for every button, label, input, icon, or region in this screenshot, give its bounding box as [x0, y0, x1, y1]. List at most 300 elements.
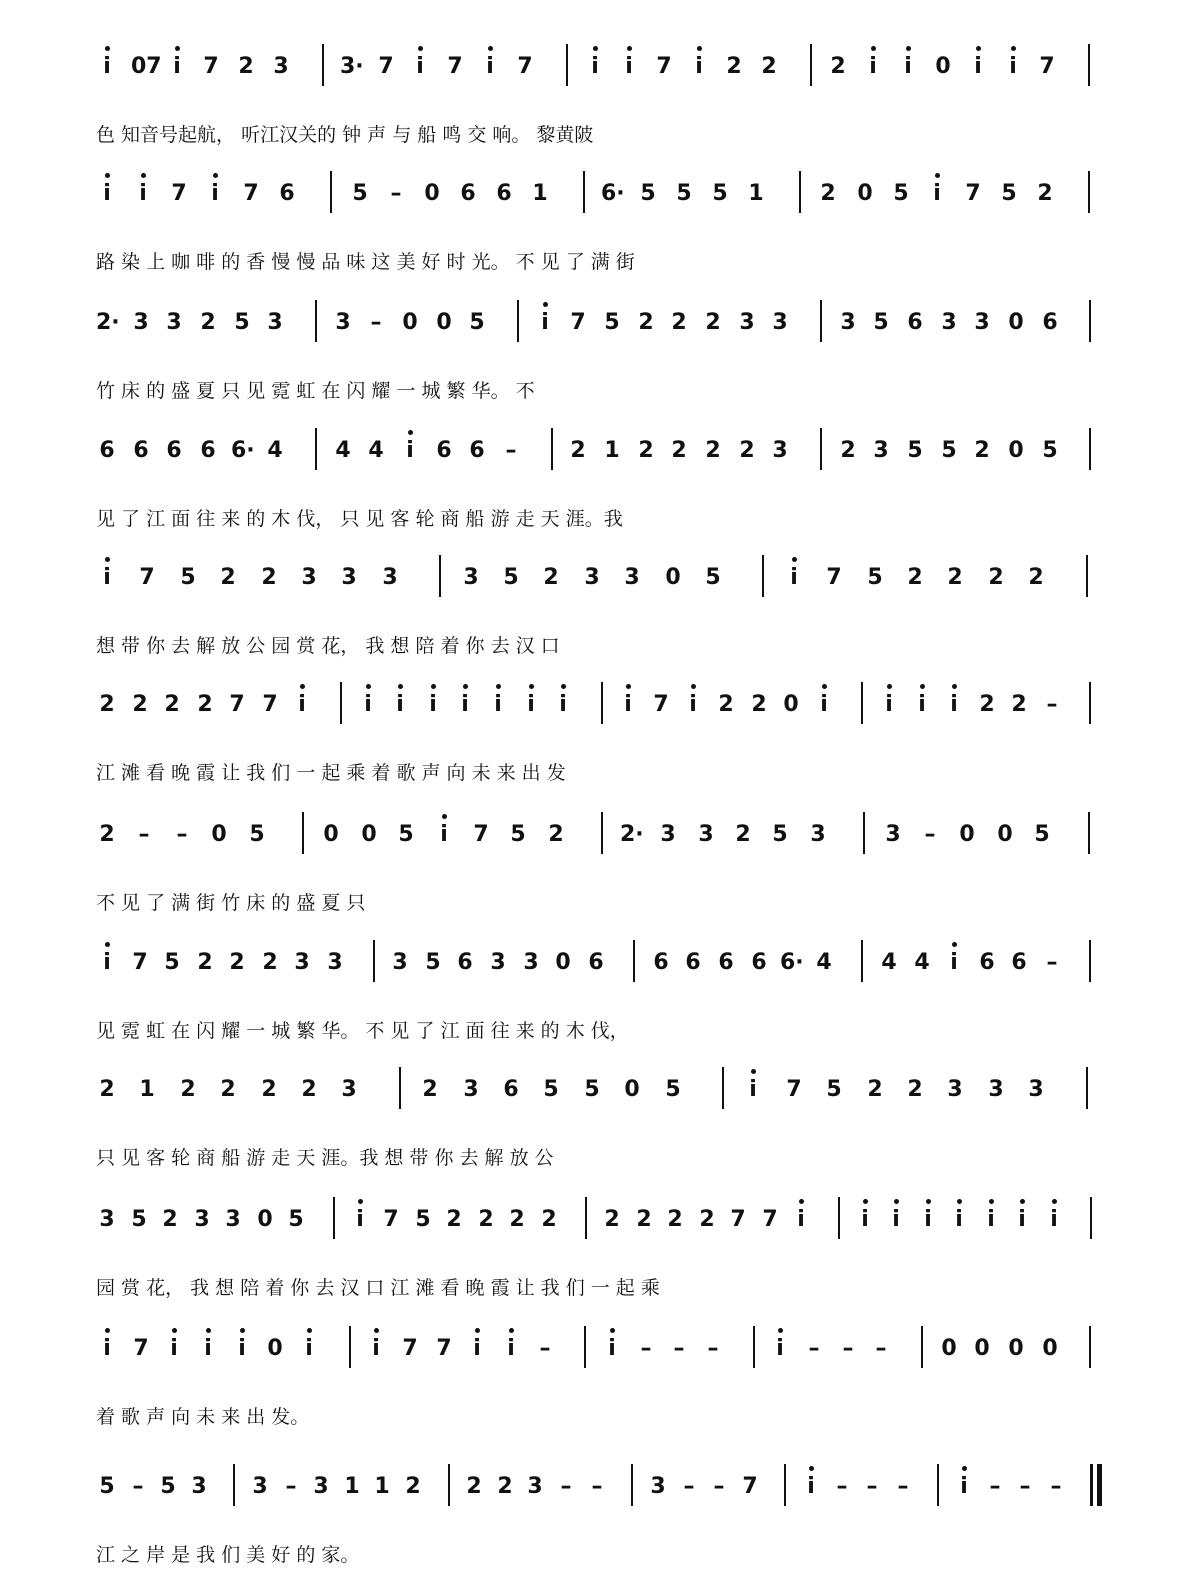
lyric-row [96, 1273, 1110, 1305]
note: 6 [588, 950, 604, 975]
note: 7 [139, 565, 155, 590]
note: 4 [368, 438, 384, 463]
note: 2 [570, 438, 586, 463]
barline [448, 1464, 450, 1506]
note: 3 [463, 1077, 479, 1102]
note: 5 [249, 822, 265, 847]
notation-system [0, 808, 1180, 918]
lyric-row [96, 1402, 1110, 1434]
note: 2 [830, 54, 846, 79]
note: – [683, 1474, 695, 1499]
note: i [365, 1336, 387, 1361]
note: i [601, 1336, 623, 1361]
lyric-text: 江 滩 看 晚 霞 让 我 们 一 起 乘 着 歌 声 向 未 来 出 发 [96, 762, 566, 784]
note: i [479, 54, 501, 79]
barline [333, 1197, 335, 1239]
note: 5 [99, 1474, 115, 1499]
barline [762, 555, 764, 597]
note-row [96, 1063, 1110, 1123]
note: 2 [739, 438, 755, 463]
note-row [96, 167, 1110, 227]
note: 5 [425, 950, 441, 975]
note: – [591, 1474, 603, 1499]
note: 6 [503, 1077, 519, 1102]
note: i [783, 565, 805, 590]
note: 4 [335, 438, 351, 463]
note: i [96, 54, 118, 79]
note: 1 [139, 1077, 155, 1102]
note: 3 [301, 565, 317, 590]
note: 7 [656, 54, 672, 79]
note: 2 [99, 822, 115, 847]
lyric-text: 见 霓 虹 在 闪 耀 一 城 繁 华。 不 见 了 江 面 往 来 的 木 伐， [96, 1020, 629, 1042]
note: i [466, 1336, 488, 1361]
note: i [231, 1336, 253, 1361]
barline [863, 812, 865, 854]
note: 2 [988, 565, 1004, 590]
note: i [618, 54, 640, 79]
barline [322, 44, 324, 86]
barline [784, 1464, 786, 1506]
note-row [96, 1460, 1110, 1520]
note: 6 [436, 438, 452, 463]
note: – [285, 1474, 297, 1499]
note: 7 [262, 692, 278, 717]
lyric-text: 见 了 江 面 往 来 的 木 伐， 只 见 客 轮 商 船 游 走 天 涯。我 [96, 508, 623, 530]
note: – [1046, 950, 1058, 975]
note: 2 [180, 1077, 196, 1102]
note: i [96, 181, 118, 206]
note: 6 [907, 310, 923, 335]
barline [302, 812, 304, 854]
note: 6· [780, 950, 804, 975]
note: 3 [1028, 1077, 1044, 1102]
note: 5 [907, 438, 923, 463]
barline [838, 1197, 840, 1239]
note: 1 [532, 181, 548, 206]
note: – [1046, 692, 1058, 717]
note: 5 [288, 1207, 304, 1232]
note: 3 [133, 310, 149, 335]
note: – [875, 1336, 887, 1361]
note: i [878, 692, 900, 717]
note: 2 [220, 1077, 236, 1102]
note: 7 [378, 54, 394, 79]
note: 2 [200, 310, 216, 335]
note-row [96, 1193, 1110, 1253]
note: 5 [941, 438, 957, 463]
note: 3 [941, 310, 957, 335]
note: 3 [191, 1474, 207, 1499]
note: 1 [344, 1474, 360, 1499]
note-row [96, 40, 1110, 100]
note: 4 [267, 438, 283, 463]
note: 7 [436, 1336, 452, 1361]
note: 4 [914, 950, 930, 975]
note: 2 [446, 1207, 462, 1232]
note: 5 [180, 565, 196, 590]
note: 3 [463, 565, 479, 590]
note: 6 [469, 438, 485, 463]
note: 5 [1042, 438, 1058, 463]
note: 2 [543, 565, 559, 590]
lyric-row [96, 247, 1110, 279]
note: 0 [267, 1336, 283, 1361]
note: 2 [478, 1207, 494, 1232]
note: 7 [742, 1474, 758, 1499]
note: i [769, 1336, 791, 1361]
note: 0 [555, 950, 571, 975]
barline [1089, 1326, 1091, 1368]
note: 2 [699, 1207, 715, 1232]
notation-system [0, 1063, 1180, 1173]
barline [583, 171, 585, 213]
lyric-text: 竹 床 的 盛 夏 只 见 霓 虹 在 闪 耀 一 城 繁 华。 不 [96, 380, 535, 402]
note-row [96, 1322, 1110, 1382]
note: 2 [229, 950, 245, 975]
barline [820, 300, 822, 342]
note: 3 [810, 822, 826, 847]
note: 7 [570, 310, 586, 335]
note-row [96, 296, 1110, 356]
note: 5 [712, 181, 728, 206]
note: 2 [422, 1077, 438, 1102]
note: 2 [867, 1077, 883, 1102]
note-row [96, 551, 1110, 611]
note: i [1043, 1207, 1065, 1232]
note: 2 [261, 565, 277, 590]
barline [315, 428, 317, 470]
note: 2 [238, 54, 254, 79]
barline [1089, 300, 1091, 342]
note: 3 [382, 565, 398, 590]
note: i [584, 54, 606, 79]
lyric-row [96, 376, 1110, 408]
note: 2· [96, 310, 120, 335]
note: 3 [392, 950, 408, 975]
barline [1090, 1197, 1092, 1239]
note: 5 [469, 310, 485, 335]
note: 5 [867, 565, 883, 590]
note: i [500, 1336, 522, 1361]
notation-system [0, 40, 1180, 150]
lyric-row [96, 504, 1110, 536]
note: 3 [523, 950, 539, 975]
note: 7 [447, 54, 463, 79]
note: – [539, 1336, 551, 1361]
note: 2 [974, 438, 990, 463]
note: 1 [374, 1474, 390, 1499]
note: 5 [164, 950, 180, 975]
note: 3 [194, 1207, 210, 1232]
note: 6 [653, 950, 669, 975]
note: 3 [341, 565, 357, 590]
notation-system [0, 678, 1180, 788]
lyric-row [96, 1016, 1110, 1048]
note: 0 [624, 1077, 640, 1102]
note: i [357, 692, 379, 717]
note: 7 [786, 1077, 802, 1102]
note: 2 [636, 1207, 652, 1232]
note: – [138, 822, 150, 847]
note: 3 [739, 310, 755, 335]
note: – [176, 822, 188, 847]
note: – [808, 1336, 820, 1361]
note: – [132, 1474, 144, 1499]
note: 2 [99, 1077, 115, 1102]
note: 3 [252, 1474, 268, 1499]
note: 2 [671, 438, 687, 463]
note: – [713, 1474, 725, 1499]
note: 2 [907, 565, 923, 590]
note: – [707, 1336, 719, 1361]
note: i [204, 181, 226, 206]
note: i [96, 1336, 118, 1361]
note: 5 [510, 822, 526, 847]
note: 0 [959, 822, 975, 847]
note: i [948, 1207, 970, 1232]
barline [631, 1464, 633, 1506]
barline [330, 171, 332, 213]
note-row [96, 936, 1110, 996]
barline [633, 940, 635, 982]
note: i [790, 1207, 812, 1232]
note: 2 [1037, 181, 1053, 206]
note: i [688, 54, 710, 79]
note: 7 [402, 1336, 418, 1361]
note: i [885, 1207, 907, 1232]
barline [753, 1326, 755, 1368]
note: 2 [466, 1474, 482, 1499]
barline [585, 1197, 587, 1239]
note: 2· [620, 822, 644, 847]
note: 2 [705, 438, 721, 463]
note: 7 [243, 181, 259, 206]
note: 6 [685, 950, 701, 975]
note: 5 [1001, 181, 1017, 206]
note: i [454, 692, 476, 717]
note: 3 [327, 950, 343, 975]
note: 5 [604, 310, 620, 335]
note: 2 [548, 822, 564, 847]
notation-system [0, 936, 1180, 1046]
note: 07 [131, 54, 162, 79]
notation-system [0, 167, 1180, 277]
lyric-row [96, 758, 1110, 790]
note: 7 [229, 692, 245, 717]
barline [601, 812, 603, 854]
barline [1088, 171, 1090, 213]
note: 0 [997, 822, 1013, 847]
barline [937, 1464, 939, 1506]
note: 0 [974, 1336, 990, 1361]
barline [722, 1067, 724, 1109]
note: i [617, 692, 639, 717]
barline [921, 1326, 923, 1368]
note: 0 [211, 822, 227, 847]
note: 0 [665, 565, 681, 590]
note: i [967, 54, 989, 79]
note: 7 [171, 181, 187, 206]
note: 0 [1008, 1336, 1024, 1361]
note: 5 [160, 1474, 176, 1499]
note: 3 [698, 822, 714, 847]
note: 2 [405, 1474, 421, 1499]
note: 7 [762, 1207, 778, 1232]
note: 6 [133, 438, 149, 463]
final-barline [1090, 1464, 1093, 1506]
note: 7 [730, 1207, 746, 1232]
note: 0 [361, 822, 377, 847]
note: 0 [1042, 1336, 1058, 1361]
barline [810, 44, 812, 86]
note: i [854, 1207, 876, 1232]
barline [1088, 812, 1090, 854]
note: 7 [383, 1207, 399, 1232]
note: 6 [200, 438, 216, 463]
note: 7 [133, 1336, 149, 1361]
note: 6 [457, 950, 473, 975]
note: 7 [826, 565, 842, 590]
note: i [800, 1474, 822, 1499]
note: i [813, 692, 835, 717]
note: 0 [941, 1336, 957, 1361]
note: i [534, 310, 556, 335]
note: 2 [197, 950, 213, 975]
note: 2 [99, 692, 115, 717]
note: i [520, 692, 542, 717]
note: 3 [527, 1474, 543, 1499]
note: i [926, 181, 948, 206]
note: 2 [164, 692, 180, 717]
note: 2 [197, 692, 213, 717]
note: 2 [907, 1077, 923, 1102]
note: i [96, 950, 118, 975]
note: 3 [885, 822, 901, 847]
note: 3 [650, 1474, 666, 1499]
note: 0 [935, 54, 951, 79]
note: 3 [166, 310, 182, 335]
note: 2 [1028, 565, 1044, 590]
note: i [980, 1207, 1002, 1232]
notation-system [0, 1322, 1180, 1432]
note: 0 [424, 181, 440, 206]
note: 5 [584, 1077, 600, 1102]
note: i [298, 1336, 320, 1361]
note: 5 [826, 1077, 842, 1102]
note: 5 [640, 181, 656, 206]
note: 6· [231, 438, 255, 463]
barline [601, 682, 603, 724]
note: 2 [220, 565, 236, 590]
note: 3 [584, 565, 600, 590]
note: – [897, 1474, 909, 1499]
barline [820, 428, 822, 470]
note: 0 [1008, 438, 1024, 463]
note: i [132, 181, 154, 206]
barline [861, 682, 863, 724]
note: 3· [340, 54, 364, 79]
note: 6 [279, 181, 295, 206]
barline [340, 682, 342, 724]
note: 5 [772, 822, 788, 847]
note: 6 [979, 950, 995, 975]
lyric-text: 想 带 你 去 解 放 公 园 赏 花， 我 想 陪 着 你 去 汉 口 [96, 635, 560, 657]
note: 2 [541, 1207, 557, 1232]
note-row [96, 678, 1110, 738]
note: i [197, 1336, 219, 1361]
note: 3 [267, 310, 283, 335]
note: – [989, 1474, 1001, 1499]
note: – [924, 822, 936, 847]
barline [373, 940, 375, 982]
note: 3 [624, 565, 640, 590]
note: 2 [132, 692, 148, 717]
barline [439, 555, 441, 597]
lyric-text: 只 见 客 轮 商 船 游 走 天 涯。我 想 带 你 去 解 放 公 [96, 1147, 554, 1169]
note: – [673, 1336, 685, 1361]
note: 3 [947, 1077, 963, 1102]
note: – [866, 1474, 878, 1499]
lyric-text: 路 染 上 咖 啡 的 香 慢 慢 品 味 这 美 好 时 光。 不 见 了 满 街 [96, 251, 635, 273]
note: 2 [726, 54, 742, 79]
barline [584, 1326, 586, 1368]
barline [551, 428, 553, 470]
barline [566, 44, 568, 86]
note: 1 [604, 438, 620, 463]
note: 7 [203, 54, 219, 79]
note: 2 [1011, 692, 1027, 717]
note: – [560, 1474, 572, 1499]
note: – [1050, 1474, 1062, 1499]
note: 7 [132, 950, 148, 975]
note: 6 [496, 181, 512, 206]
note: 4 [816, 950, 832, 975]
lyric-row [96, 1540, 1110, 1572]
note: 3 [341, 1077, 357, 1102]
note: 3 [988, 1077, 1004, 1102]
note: 3 [840, 310, 856, 335]
notation-system [0, 1193, 1180, 1303]
notation-system [0, 1460, 1180, 1570]
note: i [96, 565, 118, 590]
note: 6· [601, 181, 625, 206]
note: 5 [234, 310, 250, 335]
note: 1 [748, 181, 764, 206]
note: 5 [705, 565, 721, 590]
note: – [1019, 1474, 1031, 1499]
note: 3 [225, 1207, 241, 1232]
note: 6 [1042, 310, 1058, 335]
note: – [370, 310, 382, 335]
note: 5 [676, 181, 692, 206]
note: 6 [460, 181, 476, 206]
note: 2 [761, 54, 777, 79]
note: 2 [735, 822, 751, 847]
note: 7 [473, 822, 489, 847]
note: – [390, 181, 402, 206]
note: i [487, 692, 509, 717]
note: 5 [893, 181, 909, 206]
note: i [742, 1077, 764, 1102]
note: i [862, 54, 884, 79]
notation-system [0, 551, 1180, 661]
barline [233, 1464, 235, 1506]
note: 3 [273, 54, 289, 79]
notation-system [0, 296, 1180, 406]
note: 0 [402, 310, 418, 335]
barline [1088, 44, 1090, 86]
